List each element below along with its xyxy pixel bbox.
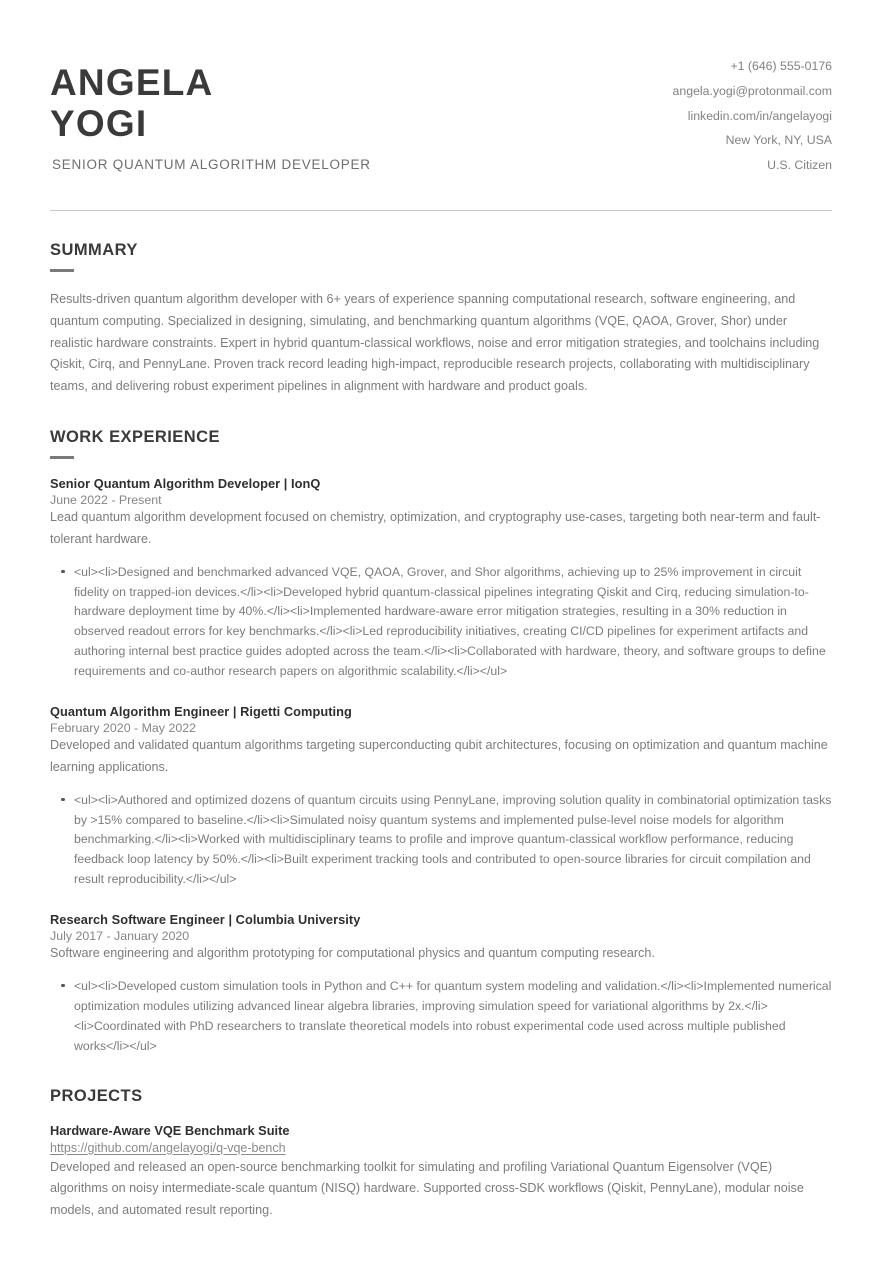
projects-body [50, 1123, 832, 1222]
candidate-last-name: YOGI [50, 103, 148, 145]
project-link[interactable]: https://github.com/angelayogi/q-vqe-bench [50, 1140, 286, 1155]
work-entry-date: June 2022 - Present [50, 493, 162, 508]
section-accent-bar [50, 269, 74, 272]
work-entry-description: Software engineering and algorithm prototyping for computational physics and quantum computing research. [50, 946, 655, 961]
work-experience-body [50, 476, 832, 1057]
work-entry-title: Senior Quantum Algorithm Developer | IonQ [50, 476, 321, 492]
work-entry-title: Research Software Engineer | Columbia University [50, 912, 361, 928]
list-item: <ul><li>Authored and optimized dozens of quantum circuits using PennyLane, improving solution quality in combinatorial optimization tasks by >15% compared to baseline.</li><li>Simulated noisy quantum systems and implemented pulse-level noise models for algorithm benchmarking.</li><li>Worked with multidisciplinary teams to profile and improve quantum-classical workflow performance, reducing feedback loop latency by 50%.</li><li>Built experiment tracking tools and contributed to open-source libraries for circuit compilation and result reproducibility.</li></ul> [50, 791, 832, 891]
work-entry-date: July 2017 - January 2020 [50, 929, 190, 944]
contact-citizenship: U.S. Citizen [767, 158, 832, 173]
section-title-projects: PROJECTS [50, 1086, 143, 1105]
contact-phone: +1 (646) 555-0176 [730, 59, 832, 73]
section-title-work-experience: WORK EXPERIENCE [50, 428, 220, 447]
summary-body [50, 289, 832, 398]
identity-block [50, 52, 371, 172]
candidate-job-title: SENIOR QUANTUM ALGORITHM DEVELOPER [52, 156, 371, 172]
project-entry [50, 1123, 832, 1222]
section-accent-bar [50, 456, 74, 459]
work-entry [50, 704, 832, 890]
work-entry-date: February 2020 - May 2022 [50, 721, 197, 736]
project-title: Hardware-Aware VQE Benchmark Suite [50, 1122, 290, 1138]
section-work-experience [50, 428, 832, 1057]
header-divider [50, 210, 832, 211]
contact-email[interactable]: angela.yogi@protonmail.com [672, 83, 832, 98]
project-description: Developed and released an open-source benchmarking toolkit for simulating and profiling Variational Quantum Eigensolver (VQE) algorithms on noisy intermediate-scale quantum (NISQ) hardware. Supported cross-SDK workflows (Qiskit, PennyLane), modular noise models, and automated result reporting. [50, 1159, 804, 1218]
section-title-summary: SUMMARY [50, 241, 138, 260]
candidate-name [50, 62, 371, 145]
list-item: <ul><li>Designed and benchmarked advanced VQE, QAOA, Grover, and Shor algorithms, achieving up to 25% improvement in circuit fidelity on trapped-ion devices.</li><li>Developed hybrid quantum-classical pipelines integrating Qiskit and Cirq, reducing simulation-to-hardware deployment time by 40%.</li><li>Implemented hardware-aware error mitigation strategies, resulting in a 30% reduction in observed readout errors for key benchmarks.</li><li>Led reproducibility initiatives, creating CI/CD pipelines for experiment artifacts and authoring internal best practice guides adopted across the team.</li><li>Collaborated with hardware, theory, and software groups to define requirements and co-author research papers on algorithmic scalability.</li></ul> [50, 563, 832, 682]
work-entry-bullets [50, 977, 832, 1057]
work-entry [50, 476, 832, 682]
work-entry-bullets [50, 791, 832, 891]
section-projects [50, 1087, 832, 1222]
work-entry-bullets [50, 563, 832, 682]
contact-block [673, 52, 832, 178]
contact-linkedin[interactable]: linkedin.com/in/angelayogi [687, 108, 832, 123]
resume-header [50, 52, 832, 178]
candidate-first-name: ANGELA [50, 62, 214, 103]
work-entry-description: Lead quantum algorithm development focused on chemistry, optimization, and cryptography use-cases, targeting both near-term and fault-tolerant hardware. [50, 510, 821, 546]
section-summary [50, 241, 832, 398]
work-entry-title: Quantum Algorithm Engineer | Rigetti Computing [50, 704, 352, 720]
summary-text: Results-driven quantum algorithm developer with 6+ years of experience spanning computational research, software engineering, and quantum computing. Specialized in designing, simulating, and benchmarking quantum algorithms (VQE, QAOA, Grover, Shor) under realistic hardware constraints. Expert in hybrid quantum-classical workflows, noise and error mitigation strategies, and toolchains including Qiskit, Cirq, and PennyLane. Proven track record leading high-impact, reproducible research projects, collaborating with multidisciplinary teams, and delivering robust experiment pipelines in alignment with hardware and product goals. [50, 292, 820, 394]
work-entry [50, 912, 832, 1056]
work-entry-description: Developed and validated quantum algorithms targeting superconducting qubit architectures, focusing on optimization and quantum machine learning applications. [50, 738, 828, 774]
contact-location: New York, NY, USA [725, 133, 832, 148]
list-item: <ul><li>Developed custom simulation tools in Python and C++ for quantum system modeling and validation.</li><li>Implemented numerical optimization modules utilizing advanced linear algebra libraries, improving simulation speed for variational algorithms by 2x.</li><li>Coordinated with PhD researchers to translate theoretical models into robust experimental code used across multiple published works</li></ul> [50, 977, 832, 1057]
